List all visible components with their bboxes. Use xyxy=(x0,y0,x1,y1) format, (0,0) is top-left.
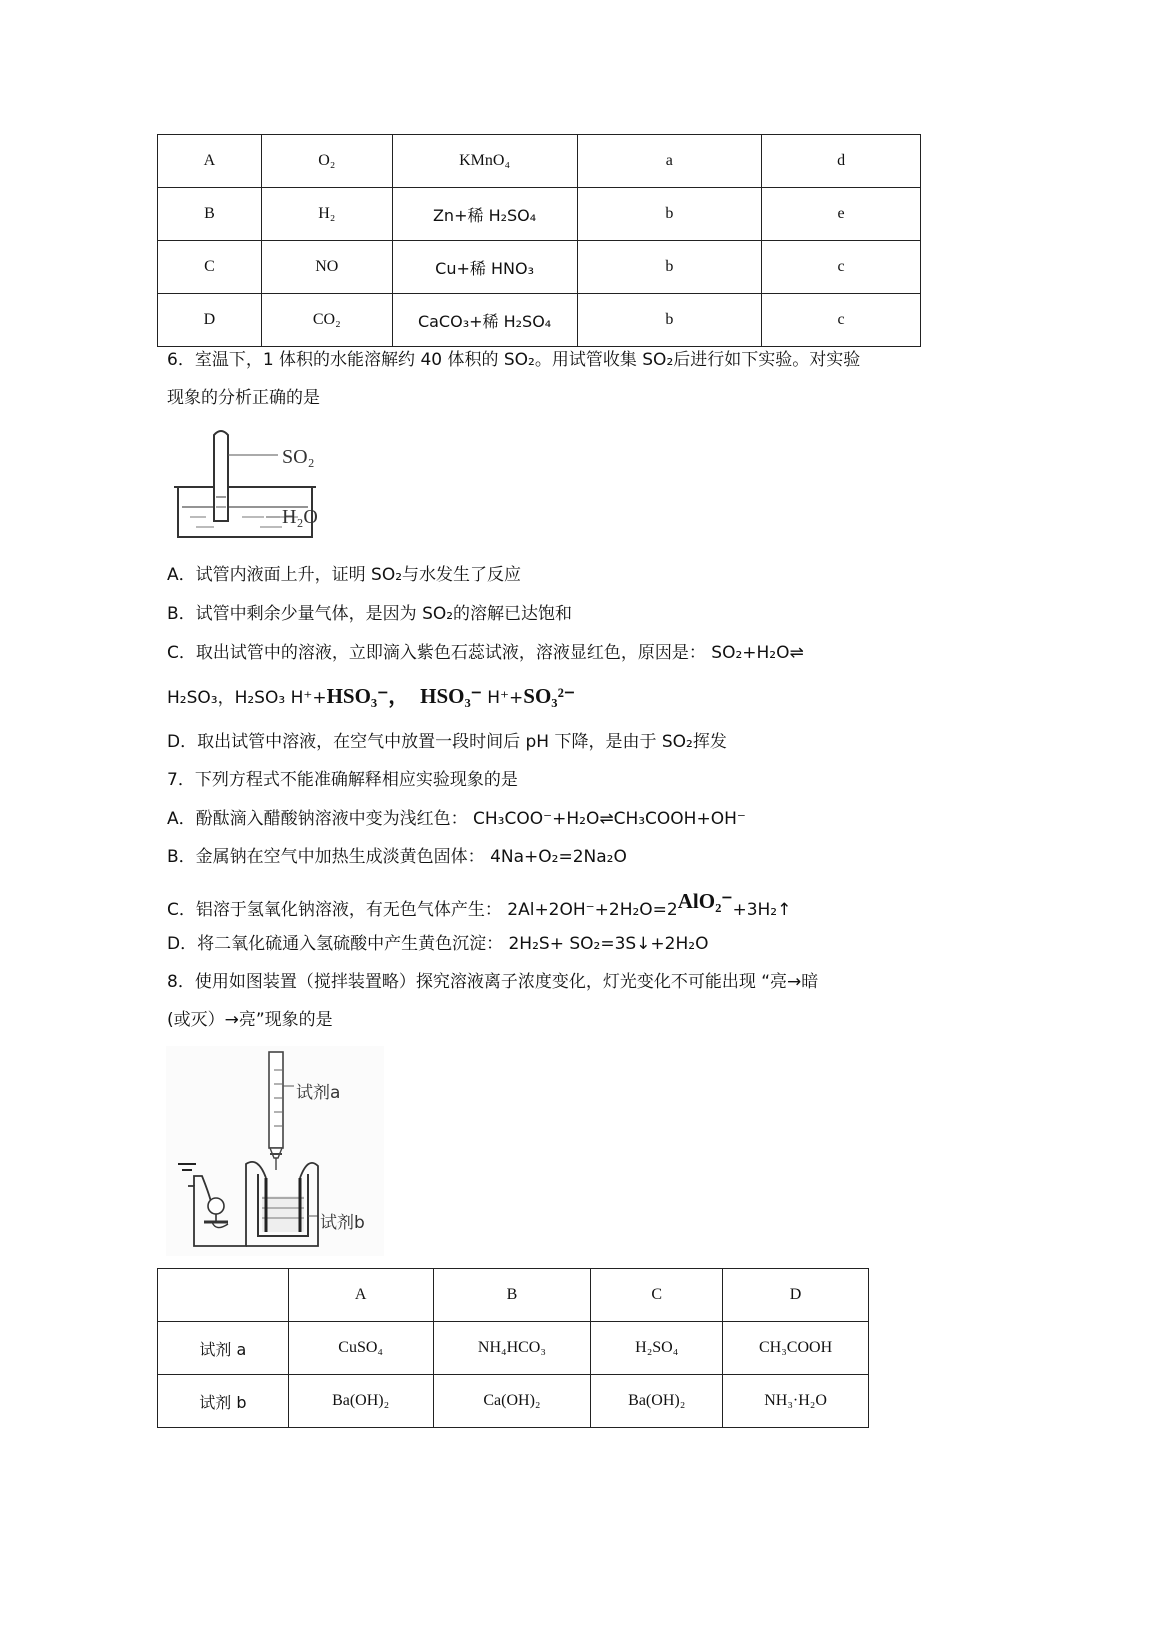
alo2-image-text: AlO₂⁻ xyxy=(677,889,733,913)
table-header-cell xyxy=(158,1269,289,1322)
q6-stem-line2: 现象的分析正确的是 xyxy=(167,388,320,408)
reagent-table xyxy=(157,1268,869,1428)
table-header-cell: A xyxy=(288,1269,433,1322)
so2-test-tube-figure xyxy=(172,425,342,545)
table-cell: Cu+稀 HNO₃ xyxy=(392,241,577,294)
c-text-part: H₂SO₃，H₂SO₃ H⁺+ xyxy=(167,688,327,708)
table-cell: Zn+稀 H₂SO₄ xyxy=(392,188,577,241)
q7-option-a: A．酚酞滴入醋酸钠溶液中变为浅红色： CH₃COO⁻+H₂O⇌CH₃COOH+OH⁻ xyxy=(167,809,746,829)
q6-option-d: D．取出试管中溶液，在空气中放置一段时间后 pH 下降，是由于 SO₂挥发 xyxy=(167,732,727,752)
table-cell: Ba(OH)₂ xyxy=(591,1375,723,1428)
table-cell: CuSO₄ xyxy=(288,1322,433,1375)
table-cell: H₂ xyxy=(261,188,392,241)
table-cell: 试剂 b xyxy=(158,1375,289,1428)
q7-option-d: D．将二氧化硫通入氢硫酸中产生黄色沉淀： 2H₂S+ SO₂=3S↓+2H₂O xyxy=(167,934,709,954)
lamp xyxy=(208,1198,224,1214)
reagent-a-label: 试剂a xyxy=(296,1083,341,1103)
table-header-cell: D xyxy=(723,1269,869,1322)
table-cell: A xyxy=(158,135,262,188)
table-cell: e xyxy=(762,188,921,241)
reagent-b-label: 试剂b xyxy=(320,1213,365,1233)
so2-label: SO₂ xyxy=(282,446,315,468)
table-header-cell: B xyxy=(433,1269,591,1322)
table-cell: O₂ xyxy=(261,135,392,188)
c-text-part: +3H₂↑ xyxy=(732,900,792,920)
table-cell: C xyxy=(158,241,262,294)
q7-option-c xyxy=(167,889,792,922)
table-cell: a xyxy=(577,135,762,188)
table-cell: Ca(OH)₂ xyxy=(433,1375,591,1428)
table-header-cell: C xyxy=(591,1269,723,1322)
table-cell: NH₃·H₂O xyxy=(723,1375,869,1428)
table-cell: KMnO₄ xyxy=(392,135,577,188)
gas-preparation-table xyxy=(157,134,921,347)
c-text-part: H⁺+ xyxy=(481,688,524,708)
table-row xyxy=(158,1322,869,1375)
c-text-part: C．铝溶于氢氧化钠溶液，有无色气体产生： 2Al+2OH⁻+2H₂O=2 xyxy=(167,900,678,920)
table-cell: B xyxy=(158,188,262,241)
table-cell: b xyxy=(577,188,762,241)
so3-image-text: SO₃²⁻ xyxy=(523,684,575,708)
table-cell: CO₂ xyxy=(261,294,392,347)
h2o-label: H₂O xyxy=(282,506,318,528)
table-row xyxy=(158,1375,869,1428)
table-cell: NO xyxy=(261,241,392,294)
table-cell: c xyxy=(762,294,921,347)
table-cell: b xyxy=(577,294,762,347)
table-cell: d xyxy=(762,135,921,188)
table-cell: 试剂 a xyxy=(158,1322,289,1375)
table-row xyxy=(158,294,921,347)
q8-stem-line2: (或灭）→亮”现象的是 xyxy=(167,1010,333,1030)
q6-stem-line1: 6．室温下，1 体积的水能溶解约 40 体积的 SO₂。用试管收集 SO₂后进行如下实验。对实验 xyxy=(167,350,861,370)
hso3-image-text: HSO₃⁻ xyxy=(420,684,482,708)
table-row xyxy=(158,188,921,241)
q8-stem-line1: 8．使用如图装置（搅拌装置略）探究溶液离子浓度变化，灯光变化不可能出现 “亮→暗 xyxy=(167,972,819,992)
table-cell: CaCO₃+稀 H₂SO₄ xyxy=(392,294,577,347)
table-cell: NH₄HCO₃ xyxy=(433,1322,591,1375)
q6-option-c-line2 xyxy=(167,684,575,710)
q6-option-c-line1: C．取出试管中的溶液，立即滴入紫色石蕊试液，溶液显红色，原因是： SO₂+H₂O⇌ xyxy=(167,643,804,663)
table-row xyxy=(158,135,921,188)
table-row xyxy=(158,241,921,294)
burette xyxy=(269,1052,283,1148)
hso3-image-text: HSO₃⁻， xyxy=(326,684,410,708)
table-cell: CH₃COOH xyxy=(723,1322,869,1375)
table-cell: b xyxy=(577,241,762,294)
table-cell: Ba(OH)₂ xyxy=(288,1375,433,1428)
q7-stem: 7．下列方程式不能准确解释相应实验现象的是 xyxy=(167,770,518,790)
table-cell: D xyxy=(158,294,262,347)
conductivity-apparatus-figure xyxy=(166,1046,384,1256)
table-cell: H₂SO₄ xyxy=(591,1322,723,1375)
table-header-row xyxy=(158,1269,869,1322)
q6-option-a: A．试管内液面上升，证明 SO₂与水发生了反应 xyxy=(167,565,522,585)
q6-option-b: B．试管中剩余少量气体，是因为 SO₂的溶解已达饱和 xyxy=(167,604,573,624)
table-cell: c xyxy=(762,241,921,294)
q7-option-b: B．金属钠在空气中加热生成淡黄色固体： 4Na+O₂=2Na₂O xyxy=(167,847,627,867)
